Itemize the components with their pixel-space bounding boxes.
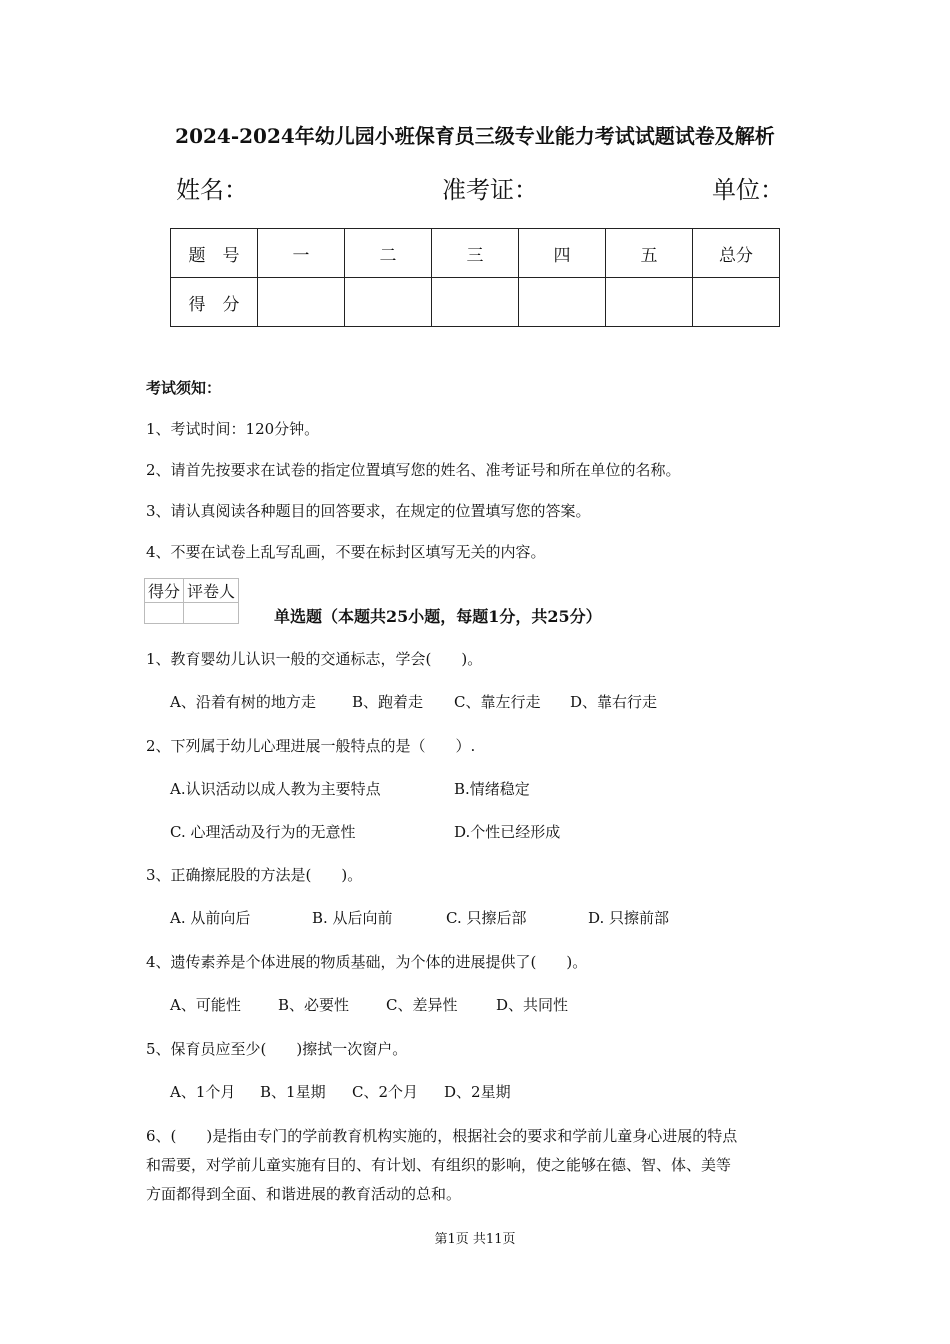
question-option[interactable]: D、靠右行走 <box>570 693 658 711</box>
question-stem-line: 和需要，对学前儿童实施有目的、有计划、有组织的影响，使之能够在德、智、体、美等 <box>146 1156 732 1174</box>
score-row-label: 得 分 <box>171 278 258 327</box>
score-table <box>170 228 780 327</box>
question-option[interactable]: B.情绪稳定 <box>454 780 530 798</box>
score-cell[interactable] <box>693 278 780 327</box>
score-table-header-cell: 四 <box>519 229 606 278</box>
score-table-header-cell: 二 <box>345 229 432 278</box>
score-table-header-cell: 题 号 <box>171 229 258 278</box>
question-option[interactable]: D、共同性 <box>496 996 569 1014</box>
question-stem: 3、正确擦屁股的方法是( )。 <box>146 866 363 884</box>
question-option[interactable]: A.认识活动以成人教为主要特点 <box>170 780 381 798</box>
score-table-header-row <box>171 229 780 278</box>
grader-reviewer-label: 评卷人 <box>184 579 239 603</box>
question-option[interactable]: A、可能性 <box>170 996 241 1014</box>
question-option[interactable]: B、1星期 <box>260 1083 326 1101</box>
notice-item: 1、考试时间：120分钟。 <box>146 420 320 438</box>
score-table-score-row <box>171 278 780 327</box>
question-option[interactable]: A、1个月 <box>170 1083 236 1101</box>
grader-score-label: 得分 <box>145 579 184 603</box>
question-option[interactable]: C. 心理活动及行为的无意性 <box>170 823 356 841</box>
score-table-header-cell: 三 <box>432 229 519 278</box>
question-option[interactable]: C、靠左行走 <box>454 693 541 711</box>
question-stem: 5、保育员应至少( )擦拭一次窗户。 <box>146 1040 408 1058</box>
grader-reviewer-cell[interactable] <box>184 603 239 624</box>
question-option[interactable]: B、必要性 <box>278 996 350 1014</box>
score-table-header-cell: 五 <box>606 229 693 278</box>
section-title: 单选题（本题共25小题，每题1分，共25分） <box>274 607 602 626</box>
grader-score-cell[interactable] <box>145 603 184 624</box>
question-stem-line: 6、( )是指由专门的学前教育机构实施的，根据社会的要求和学前儿童身心进展的特点 <box>146 1127 738 1145</box>
score-cell[interactable] <box>432 278 519 327</box>
question-option[interactable]: A. 从前向后 <box>170 909 251 927</box>
score-cell[interactable] <box>345 278 432 327</box>
page-footer: 第1页 共11页 <box>434 1232 516 1247</box>
question-option[interactable]: D. 只擦前部 <box>588 909 670 927</box>
question-option[interactable]: C. 只擦后部 <box>446 909 527 927</box>
exam-id-field-label: 准考证： <box>442 176 538 204</box>
question-option[interactable]: C、2个月 <box>352 1083 419 1101</box>
unit-field-label: 单位： <box>712 176 784 204</box>
question-stem: 4、遗传素养是个体进展的物质基础，为个体的进展提供了( )。 <box>146 953 588 971</box>
score-table-header-cell: 一 <box>258 229 345 278</box>
notice-item: 2、请首先按要求在试卷的指定位置填写您的姓名、准考证号和所在单位的名称。 <box>146 461 681 479</box>
notice-heading: 考试须知： <box>146 379 222 397</box>
question-option[interactable]: A、沿着有树的地方走 <box>170 693 316 711</box>
notice-item: 4、不要在试卷上乱写乱画，不要在标封区填写无关的内容。 <box>146 543 546 561</box>
name-field-label: 姓名： <box>176 176 248 204</box>
grader-box <box>144 578 239 624</box>
score-cell[interactable] <box>606 278 693 327</box>
exam-title: 2024-2024年幼儿园小班保育员三级专业能力考试试题试卷及解析 <box>175 124 775 148</box>
question-option[interactable]: D、2星期 <box>444 1083 511 1101</box>
question-stem-line: 方面都得到全面、和谐进展的教育活动的总和。 <box>146 1185 462 1203</box>
question-stem: 1、教育婴幼儿认识一般的交通标志，学会( )。 <box>146 650 483 668</box>
score-cell[interactable] <box>519 278 606 327</box>
score-cell[interactable] <box>258 278 345 327</box>
question-option[interactable]: C、差异性 <box>386 996 458 1014</box>
score-table-header-cell: 总分 <box>693 229 780 278</box>
question-option[interactable]: B、跑着走 <box>352 693 424 711</box>
question-option[interactable]: B. 从后向前 <box>312 909 393 927</box>
notice-item: 3、请认真阅读各种题目的回答要求，在规定的位置填写您的答案。 <box>146 502 591 520</box>
question-stem: 2、下列属于幼儿心理进展一般特点的是（ ）. <box>146 737 476 755</box>
question-option[interactable]: D.个性已经形成 <box>454 823 561 841</box>
